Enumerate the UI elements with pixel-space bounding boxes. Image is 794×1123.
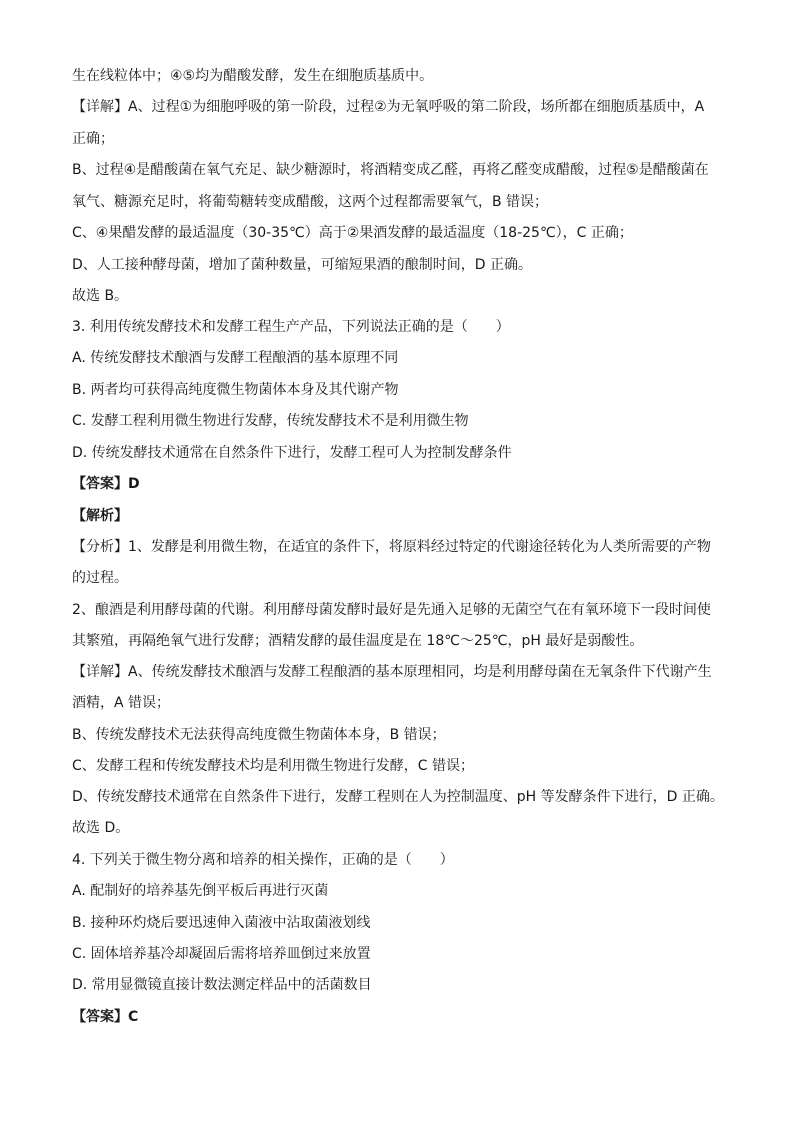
text-line: 故选 D。 (72, 820, 130, 836)
text-line: D、传统发酵技术通常在自然条件下进行，发酵工程则在人为控制温度、pH 等发酵条件下进行，D 正确。 (72, 789, 724, 805)
option-b: B. 两者均可获得高纯度微生物菌体本身及其代谢产物 (72, 382, 399, 398)
option-c: C. 发酵工程利用微生物进行发酵，传统发酵技术不是利用微生物 (72, 413, 469, 429)
option-d: D. 传统发酵技术通常在自然条件下进行，发酵工程可人为控制发酵条件 (72, 445, 512, 461)
text-line: B、过程④是醋酸菌在氧气充足、缺少糖源时，将酒精变成乙醛，再将乙醛变成醋酸，过程⑤是醋酸菌在 (72, 162, 709, 178)
answer-label: 【答案】C (72, 1009, 139, 1025)
option-a: A. 配制好的培养基先倒平板后再进行灭菌 (72, 883, 329, 899)
text-line: C、④果醋发酵的最适温度（30-35℃）高于②果酒发酵的最适温度（18-25℃），C 正确； (72, 225, 633, 241)
analysis-heading: 【解析】 (72, 508, 128, 524)
option-d: D. 常用显微镜直接计数法测定样品中的活菌数目 (72, 977, 372, 993)
text-line: B、传统发酵技术无法获得高纯度微生物菌体本身，B 错误； (72, 727, 446, 743)
text-line: 【分析】1、发酵是利用微生物，在适宜的条件下，将原料经过特定的代谢途径转化为人类所需要的产物 (72, 539, 711, 555)
text-line: 2、酿酒是利用酵母菌的代谢。利用酵母菌发酵时最好是先通入足够的无菌空气在有氧环境下一段时间使 (72, 602, 711, 618)
question-stem: 4. 下列关于微生物分离和培养的相关操作，正确的是（ ） (72, 852, 454, 868)
text-line: 氧气、糖源充足时，将葡萄糖转变成醋酸，这两个过程都需要氧气，B 错误； (72, 194, 549, 210)
option-a: A. 传统发酵技术酿酒与发酵工程酿酒的基本原理不同 (72, 350, 399, 366)
text-line: 酒精，A 错误； (72, 695, 171, 711)
text-line: 正确； (72, 131, 114, 147)
text-line: 其繁殖，再隔绝氧气进行发酵；酒精发酵的最佳温度是在 18℃～25℃，pH 最好是弱酸性。 (72, 633, 644, 649)
text-line: 生在线粒体中；④⑤均为醋酸发酵，发生在细胞质基质中。 (72, 68, 434, 84)
question-stem: 3. 利用传统发酵技术和发酵工程生产产品，下列说法正确的是（ ） (72, 319, 510, 335)
text-line: C、发酵工程和传统发酵技术均是利用微生物进行发酵，C 错误； (72, 758, 474, 774)
text-line: 的过程。 (72, 570, 128, 586)
text-line: 【详解】A、传统发酵技术酿酒与发酵工程酿酒的基本原理相同，均是利用酵母菌在无氧条件下代谢产生 (72, 664, 712, 680)
text-line: 【详解】A、过程①为细胞呼吸的第一阶段，过程②为无氧呼吸的第二阶段，场所都在细胞质基质中，A (72, 99, 705, 115)
answer-label: 【答案】D (72, 476, 140, 492)
text-line: D、人工接种酵母菌，增加了菌种数量，可缩短果酒的酿制时间，D 正确。 (72, 257, 533, 273)
text-line: 故选 B。 (72, 288, 129, 304)
option-b: B. 接种环灼烧后要迅速伸入菌液中沾取菌液划线 (72, 915, 371, 931)
option-c: C. 固体培养基冷却凝固后需将培养皿倒过来放置 (72, 946, 371, 962)
